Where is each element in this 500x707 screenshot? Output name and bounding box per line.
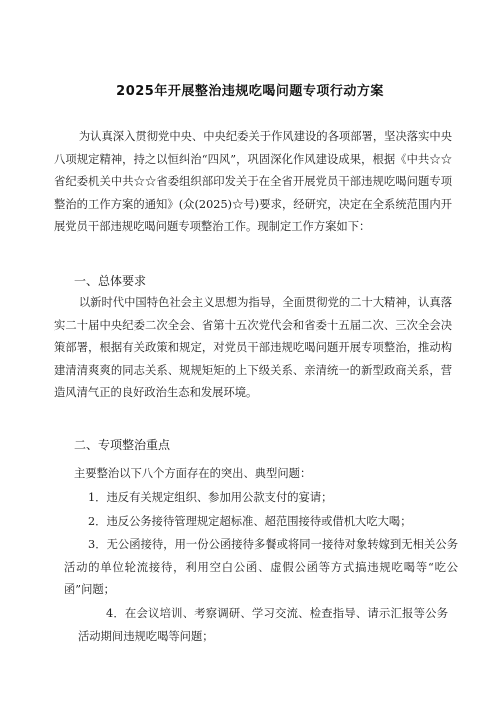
list-item: 4．在会议培训、考察调研、学习交流、检查指导、请示汇报等公务活动期间违规吃喝等问题； — [78, 607, 448, 643]
list-item: 3．无公函接待，用一份公函接待多餐或将同一接待对象转嫁到无相关公务活动的单位轮流接待，利用空白公函、虚假公函等方式搞违规吃喝等“吃公函”问题； — [64, 538, 458, 597]
section-1-paragraph: 以新时代中国特色社会主义思想为指导，全面贯彻党的二十大精神，认真落实二十届中央纪委二次全会、省第十五次党代会和省委十五届二次、三次全会决策部署，根据有关政策和规定，对党员干部违规吃喝问题开展专项整治，推动构建清清爽爽的同志关系、规规矩矩的上下级关系、亲清统一的新型政商关系，营造风清气正的良好政治生态和发展环境。 — [54, 296, 452, 400]
intro-paragraph: 为认真深入贯彻党中央、中央纪委关于作风建设的各项部署，坚决落实中央八项规定精神，持之以恒纠治“四风”，巩固深化作风建设成果，根据《中共☆☆省纪委机关中共☆☆省委组织部印发关于在全省开展党员干部违规吃喝问题专项整治的工作方案的通知》(众(2025)☆号)要求，经研究，决定在全系统范围内开展党员干部违规吃喝问题专项整治工作。现制定工作方案如下： — [54, 130, 452, 234]
section-1-heading: 一、总体要求 — [74, 274, 147, 288]
section-2-intro: 主要整治以下八个方面存在的突出、典型问题： — [74, 467, 312, 480]
document-title: 2025年开展整治违规吃喝问题专项行动方案 — [116, 84, 384, 99]
list-item: 1．违反有关规定组织、参加用公款支付的宴请； — [88, 491, 333, 504]
section-2-heading: 二、专项整治重点 — [74, 438, 171, 452]
list-item: 2．违反公务接待管理规定超标准、超范围接待或借机大吃大喝； — [88, 515, 412, 528]
